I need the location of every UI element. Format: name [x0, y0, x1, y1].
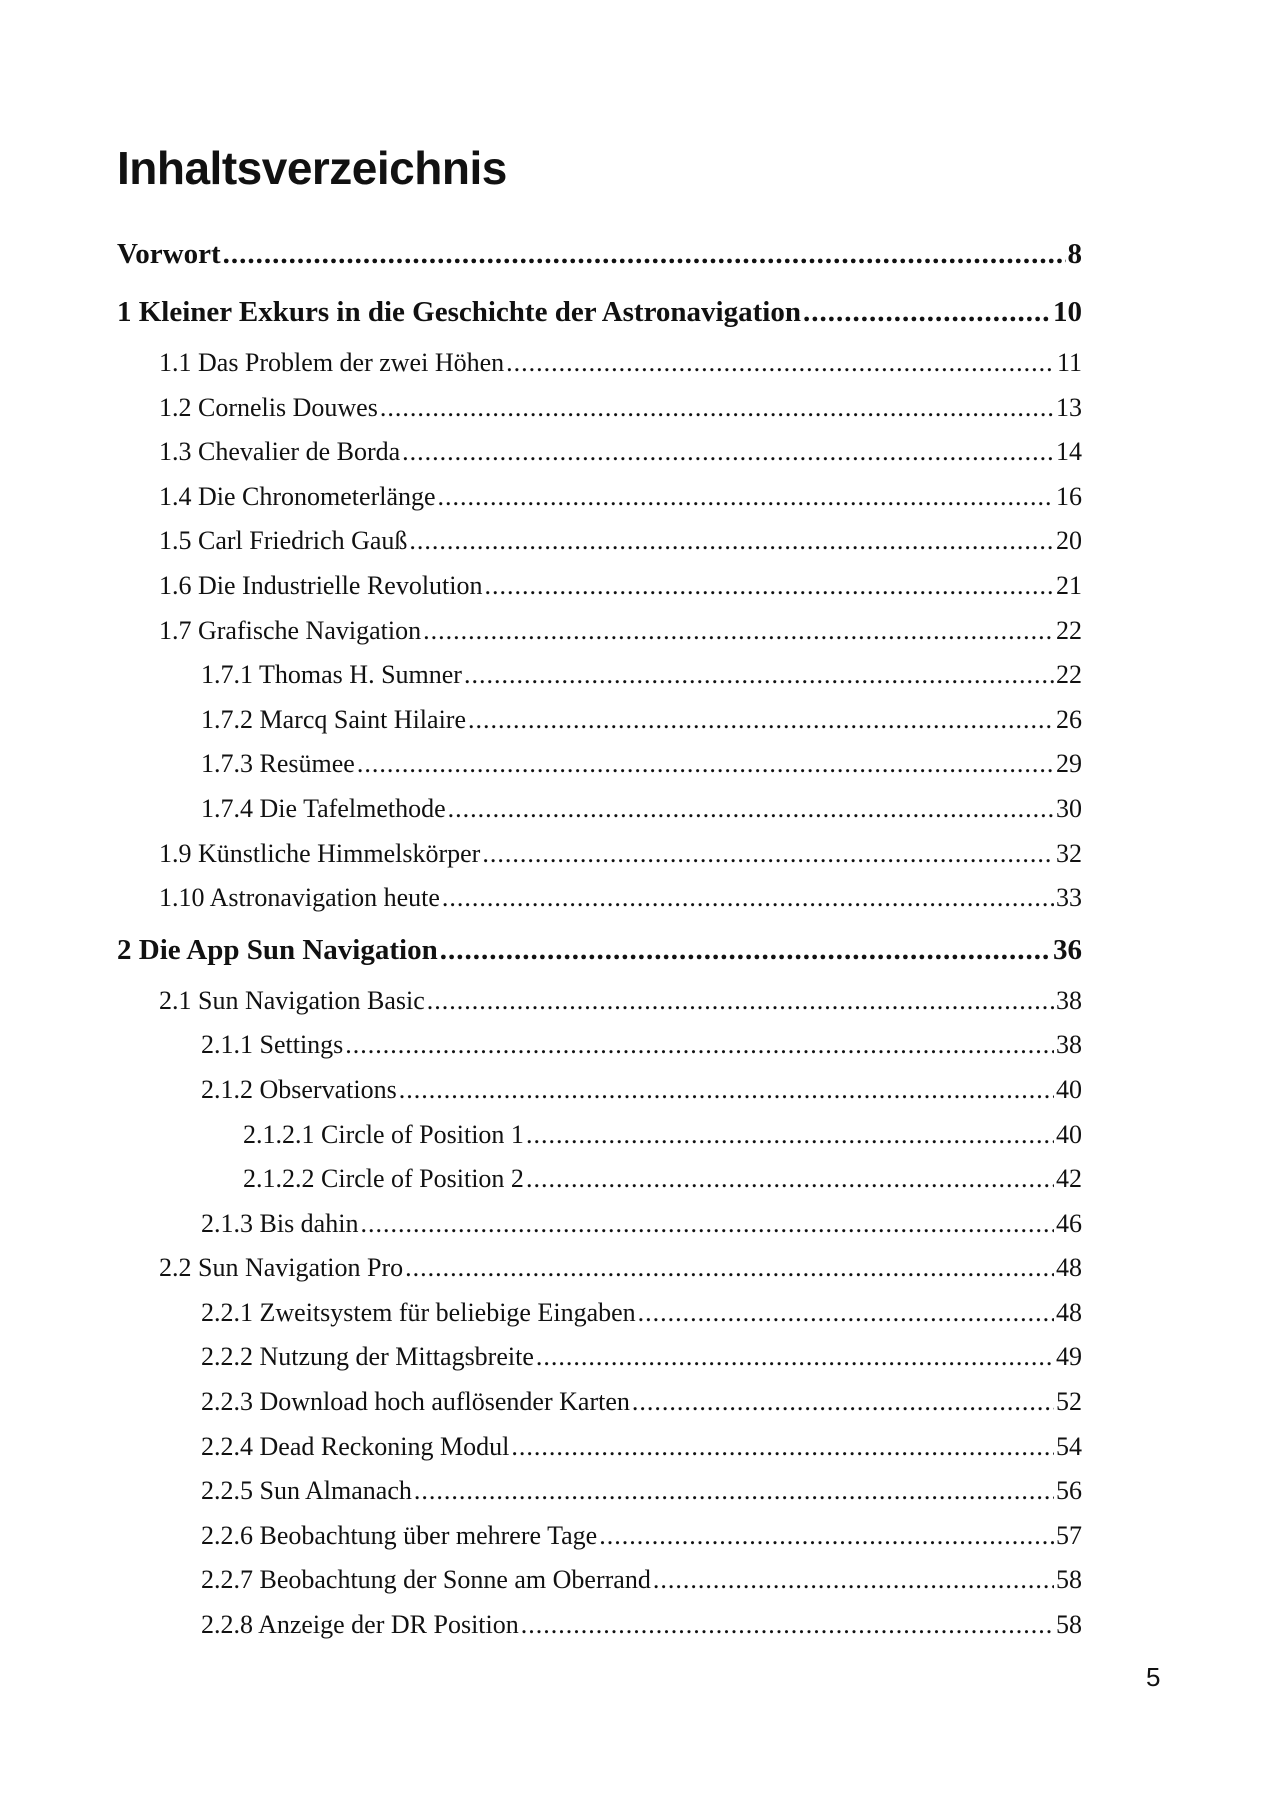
toc-entry-label: 2.1.2.1 Circle of Position 1 [243, 1119, 524, 1149]
toc-entry-page: 8 [1067, 238, 1082, 270]
toc-entry-label: 1.7.3 Resümee [201, 749, 355, 779]
toc-entry[interactable] [117, 475, 1082, 520]
toc-entry-label: 1.4 Die Chronometerlänge [159, 481, 436, 511]
dot-leader [632, 1380, 1054, 1425]
toc-entry-page: 21 [1056, 570, 1082, 600]
toc-entry[interactable] [117, 1514, 1082, 1559]
toc-entry[interactable] [117, 1246, 1082, 1291]
toc-entry-label: 2.2.2 Nutzung der Mittagsbreite [201, 1342, 534, 1372]
toc-entry-page: 22 [1056, 615, 1082, 645]
dot-leader [345, 1023, 1054, 1068]
toc-entry[interactable] [117, 430, 1082, 475]
toc-entry-label: 1.5 Carl Friedrich Gauß [159, 526, 408, 556]
toc-entry-page: 14 [1056, 437, 1082, 467]
dot-leader [414, 1469, 1054, 1514]
dot-leader [405, 1246, 1054, 1291]
toc-entry[interactable] [117, 832, 1082, 877]
dot-leader [448, 787, 1054, 832]
toc-entry-label: 1.6 Die Industrielle Revolution [159, 570, 483, 600]
toc-entry-label: 1.7 Grafische Navigation [159, 615, 422, 645]
dot-leader [357, 742, 1054, 787]
toc-entry-label: 2.2.6 Beobachtung über mehrere Tage [201, 1520, 598, 1550]
toc-entry[interactable] [117, 341, 1082, 386]
dot-leader [803, 283, 1051, 341]
toc-entry-label: 1.7.4 Die Tafelmethode [201, 793, 446, 823]
toc-entry[interactable] [117, 1023, 1082, 1068]
dot-leader [482, 832, 1054, 877]
toc-entry-label: Vorwort [117, 238, 221, 270]
toc-entry[interactable] [117, 1469, 1082, 1514]
toc-entry[interactable] [117, 283, 1082, 341]
dot-leader [464, 653, 1054, 698]
toc-entry[interactable] [117, 609, 1082, 654]
toc-entry-page: 10 [1053, 296, 1082, 328]
toc-entry-label: 1.9 Künstliche Himmelskörper [159, 838, 481, 868]
toc-entry-page: 16 [1056, 481, 1082, 511]
toc-entry-page: 38 [1056, 1030, 1082, 1060]
toc-entry[interactable] [117, 1603, 1082, 1648]
toc-entry[interactable] [117, 1558, 1082, 1603]
toc-entry-label: 2 Die App Sun Navigation [117, 933, 438, 966]
dot-leader [653, 1558, 1054, 1603]
toc-entry-label: 2.1.2 Observations [201, 1074, 397, 1104]
dot-leader [438, 475, 1054, 520]
toc-entry[interactable] [117, 564, 1082, 609]
dot-leader [638, 1291, 1054, 1336]
dot-leader [423, 609, 1054, 654]
toc-entry-page: 57 [1056, 1520, 1082, 1550]
page-title: Inhaltsverzeichnis [117, 142, 507, 194]
dot-leader [409, 519, 1054, 564]
toc-entry[interactable] [117, 1335, 1082, 1380]
toc-entry[interactable] [117, 1380, 1082, 1425]
toc-entry-label: 2.2.3 Download hoch auflösender Karten [201, 1387, 630, 1417]
toc-entry-label: 1.3 Chevalier de Borda [159, 437, 401, 467]
toc-entry-label: 2.1 Sun Navigation Basic [159, 985, 425, 1015]
dot-leader [526, 1113, 1054, 1158]
toc-entry[interactable] [117, 742, 1082, 787]
toc-entry-page: 20 [1056, 526, 1082, 556]
toc-entry-page: 26 [1056, 704, 1082, 734]
dot-leader [380, 386, 1054, 431]
toc-entry[interactable] [117, 979, 1082, 1024]
dot-leader [485, 564, 1054, 609]
toc-entry-page: 32 [1056, 838, 1082, 868]
dot-leader [440, 921, 1051, 979]
toc-entry-page: 11 [1056, 348, 1082, 377]
toc-entry-label: 1 Kleiner Exkurs in die Geschichte der Astronavigation [117, 296, 801, 328]
toc-entry-page: 52 [1056, 1387, 1082, 1417]
toc-entry-page: 33 [1056, 883, 1082, 913]
dot-leader [506, 341, 1055, 386]
toc-entry-label: 2.2.4 Dead Reckoning Modul [201, 1431, 510, 1461]
toc-entry[interactable] [117, 1157, 1082, 1202]
toc-entry-label: 1.2 Cornelis Douwes [159, 392, 378, 422]
toc-entry-label: 2.1.2.2 Circle of Position 2 [243, 1164, 524, 1194]
dot-leader [599, 1514, 1054, 1559]
dot-leader [223, 225, 1066, 283]
toc-entry-page: 54 [1056, 1431, 1082, 1461]
dot-leader [360, 1202, 1054, 1247]
dot-leader [399, 1068, 1054, 1113]
toc-entry-page: 30 [1056, 793, 1082, 823]
toc-entry[interactable] [117, 1068, 1082, 1113]
toc-entry[interactable] [117, 698, 1082, 743]
toc-entry-page: 46 [1056, 1208, 1082, 1238]
toc-entry-page: 38 [1056, 985, 1082, 1015]
dot-leader [427, 979, 1054, 1024]
toc-entry-page: 42 [1056, 1164, 1082, 1194]
toc-entry-label: 2.1.1 Settings [201, 1030, 344, 1060]
toc-entry-label: 1.7.2 Marcq Saint Hilaire [201, 704, 466, 734]
toc-entry-label: 2.2.8 Anzeige der DR Position [201, 1610, 519, 1640]
dot-leader [442, 876, 1054, 921]
toc-entry-page: 40 [1056, 1074, 1082, 1104]
toc-entry[interactable] [117, 1291, 1082, 1336]
toc-entry[interactable] [117, 519, 1082, 564]
toc-entry-label: 1.1 Das Problem der zwei Höhen [159, 348, 505, 377]
toc-entry-page: 13 [1056, 392, 1082, 422]
toc-entry[interactable] [117, 1425, 1082, 1470]
toc-entry-page: 36 [1053, 933, 1082, 966]
toc-entry-label: 2.2.5 Sun Almanach [201, 1476, 412, 1506]
toc-entry[interactable] [117, 1202, 1082, 1247]
toc-entry-label: 2.1.3 Bis dahin [201, 1208, 359, 1238]
toc-entry-page: 48 [1056, 1253, 1082, 1283]
toc-entry[interactable] [117, 225, 1082, 283]
toc-entry[interactable] [117, 1113, 1082, 1158]
dot-leader [511, 1425, 1054, 1470]
dot-leader [536, 1335, 1054, 1380]
page-number: 5 [1146, 1662, 1161, 1692]
toc-entry-label: 2.2.7 Beobachtung der Sonne am Oberrand [201, 1565, 651, 1595]
dot-leader [468, 698, 1054, 743]
toc-entry-label: 1.7.1 Thomas H. Sumner [201, 660, 462, 690]
toc-entry-page: 48 [1056, 1297, 1082, 1327]
dot-leader [526, 1157, 1054, 1202]
toc-entry-page: 22 [1056, 660, 1082, 690]
toc-entry-page: 58 [1056, 1610, 1082, 1640]
dot-leader [521, 1603, 1054, 1648]
toc-entry[interactable] [117, 653, 1082, 698]
toc-entry[interactable] [117, 921, 1082, 979]
toc-entry-page: 49 [1056, 1342, 1082, 1372]
dot-leader [402, 430, 1054, 475]
toc-entry-page: 56 [1056, 1476, 1082, 1506]
table-of-contents [117, 225, 1082, 1648]
toc-entry-page: 58 [1056, 1565, 1082, 1595]
toc-entry[interactable] [117, 876, 1082, 921]
toc-entry-page: 29 [1056, 749, 1082, 779]
toc-entry-label: 2.2.1 Zweitsystem für beliebige Eingaben [201, 1297, 636, 1327]
toc-entry-label: 2.2 Sun Navigation Pro [159, 1253, 404, 1283]
toc-entry-page: 40 [1056, 1119, 1082, 1149]
toc-entry-label: 1.10 Astronavigation heute [159, 883, 440, 913]
toc-entry[interactable] [117, 787, 1082, 832]
toc-entry[interactable] [117, 386, 1082, 431]
